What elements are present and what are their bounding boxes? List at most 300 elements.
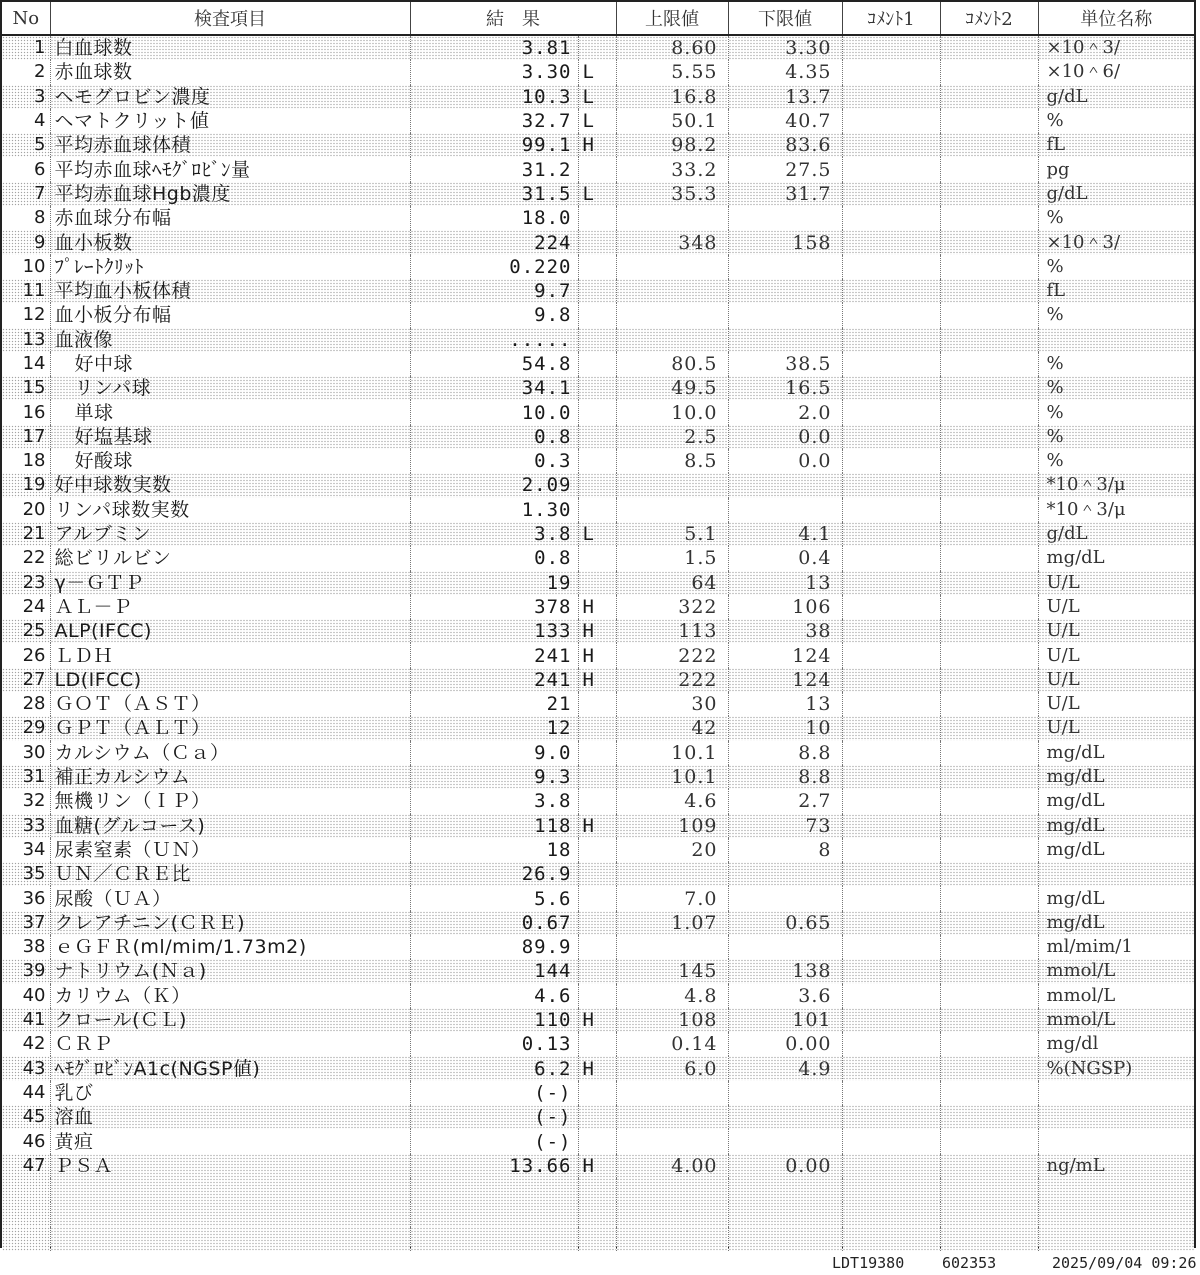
table-row bbox=[2, 400, 1194, 424]
header-upper: 上限値 bbox=[616, 2, 728, 35]
cell-lower: 101 bbox=[728, 1008, 842, 1032]
table-row bbox=[2, 862, 1194, 886]
cell-upper: 80.5 bbox=[616, 352, 728, 376]
cell-no: 18 bbox=[2, 449, 50, 473]
cell-no: 17 bbox=[2, 425, 50, 449]
cell-comment1 bbox=[842, 619, 940, 643]
cell-comment2 bbox=[940, 85, 1038, 109]
cell-no: 5 bbox=[2, 133, 50, 157]
cell-flag: L bbox=[578, 60, 616, 84]
cell-no: 23 bbox=[2, 571, 50, 595]
cell-comment1 bbox=[842, 1081, 940, 1105]
cell-lower: 0.0 bbox=[728, 425, 842, 449]
cell-no: 45 bbox=[2, 1105, 50, 1129]
cell-no: 41 bbox=[2, 1008, 50, 1032]
cell-comment1 bbox=[842, 230, 940, 254]
footer bbox=[0, 1252, 1200, 1274]
cell-lower: 83.6 bbox=[728, 133, 842, 157]
cell-lower bbox=[728, 255, 842, 279]
cell-lower: 3.6 bbox=[728, 984, 842, 1008]
cell-comment2 bbox=[940, 741, 1038, 765]
cell-result: 13.66 bbox=[410, 1154, 578, 1178]
cell-comment2 bbox=[940, 911, 1038, 935]
cell-result: 34.1 bbox=[410, 376, 578, 400]
cell-lower: 2.0 bbox=[728, 400, 842, 424]
table-row bbox=[2, 230, 1194, 254]
cell-item: ヘマトクリット値 bbox=[50, 109, 410, 133]
cell-flag bbox=[578, 473, 616, 497]
cell-flag bbox=[578, 1032, 616, 1056]
cell-lower: 10 bbox=[728, 716, 842, 740]
cell-comment2 bbox=[940, 619, 1038, 643]
cell-comment2 bbox=[940, 765, 1038, 789]
cell-comment1 bbox=[842, 886, 940, 910]
cell-flag bbox=[578, 449, 616, 473]
cell-item: ｅＧＦＲ(ml/mim/1.73m2) bbox=[50, 935, 410, 959]
cell-lower: 106 bbox=[728, 595, 842, 619]
cell-upper: 2.5 bbox=[616, 425, 728, 449]
cell-unit: % bbox=[1046, 304, 1064, 326]
cell-comment2 bbox=[940, 814, 1038, 838]
cell-flag bbox=[578, 279, 616, 303]
cell-lower: 4.9 bbox=[728, 1056, 842, 1080]
cell-comment1 bbox=[842, 1105, 940, 1129]
cell-upper: 222 bbox=[616, 668, 728, 692]
cell-lower: 40.7 bbox=[728, 109, 842, 133]
footer-datetime: 2025/09/04 09:26 bbox=[1052, 1254, 1197, 1272]
cell-no: 39 bbox=[2, 959, 50, 983]
cell-comment2 bbox=[940, 400, 1038, 424]
cell-comment2 bbox=[940, 255, 1038, 279]
cell-no: 12 bbox=[2, 303, 50, 327]
cell-no: 37 bbox=[2, 911, 50, 935]
cell-comment1 bbox=[842, 109, 940, 133]
table-row bbox=[2, 789, 1194, 813]
table-row bbox=[2, 643, 1194, 667]
cell-flag bbox=[578, 352, 616, 376]
cell-upper: 4.8 bbox=[616, 984, 728, 1008]
cell-result: ..... bbox=[410, 328, 578, 352]
cell-unit: *10＾3/μ bbox=[1046, 498, 1126, 520]
cell-flag bbox=[578, 255, 616, 279]
cell-comment1 bbox=[842, 279, 940, 303]
header-comment1: ｺﾒﾝﾄ1 bbox=[842, 2, 940, 35]
cell-result: 3.30 bbox=[410, 60, 578, 84]
cell-upper bbox=[616, 473, 728, 497]
cell-comment1 bbox=[842, 303, 940, 327]
cell-comment2 bbox=[940, 935, 1038, 959]
table-row bbox=[2, 959, 1194, 983]
cell-result: 6.2 bbox=[410, 1056, 578, 1080]
cell-flag bbox=[578, 157, 616, 181]
cell-lower bbox=[728, 206, 842, 230]
cell-result: 9.3 bbox=[410, 765, 578, 789]
cell-no: 1 bbox=[2, 35, 50, 60]
cell-result: 2.09 bbox=[410, 473, 578, 497]
cell-comment1 bbox=[842, 133, 940, 157]
cell-comment2 bbox=[940, 1056, 1038, 1080]
cell-no: 25 bbox=[2, 619, 50, 643]
cell-upper bbox=[616, 1129, 728, 1153]
cell-no: 10 bbox=[2, 255, 50, 279]
table-row bbox=[2, 328, 1194, 352]
cell-item: 血糖(グルコース) bbox=[50, 814, 410, 838]
cell-unit: ng/mL bbox=[1038, 1154, 1194, 1178]
cell-flag bbox=[578, 862, 616, 886]
cell-no: 29 bbox=[2, 716, 50, 740]
header-unit: 単位名称 bbox=[1038, 2, 1194, 35]
cell-no: 11 bbox=[2, 279, 50, 303]
cell-comment2 bbox=[940, 862, 1038, 886]
cell-upper: 10.1 bbox=[616, 765, 728, 789]
cell-item: 血小板分布幅 bbox=[50, 303, 410, 327]
cell-unit: mg/dL bbox=[1046, 790, 1105, 812]
cell-unit: ×10＾3/ bbox=[1038, 35, 1194, 60]
cell-item: 平均赤血球Hgb濃度 bbox=[50, 182, 410, 206]
cell-flag: H bbox=[578, 133, 616, 157]
blank-row bbox=[2, 1202, 1194, 1226]
cell-no: 26 bbox=[2, 643, 50, 667]
cell-comment2 bbox=[940, 643, 1038, 667]
cell-lower: 4.1 bbox=[728, 522, 842, 546]
table-row bbox=[2, 1105, 1194, 1129]
cell-unit: U/L bbox=[1046, 595, 1080, 617]
cell-upper: 145 bbox=[616, 959, 728, 983]
cell-unit bbox=[1038, 862, 1194, 886]
cell-no: 15 bbox=[2, 376, 50, 400]
cell-item: LD(IFCC) bbox=[50, 668, 410, 692]
cell-lower: 38.5 bbox=[728, 352, 842, 376]
table-row bbox=[2, 716, 1194, 740]
cell-comment1 bbox=[842, 546, 940, 570]
table-row bbox=[2, 571, 1194, 595]
cell-no: 33 bbox=[2, 814, 50, 838]
table-row bbox=[2, 425, 1194, 449]
cell-no: 30 bbox=[2, 741, 50, 765]
cell-comment2 bbox=[940, 1129, 1038, 1153]
cell-no: 9 bbox=[2, 230, 50, 254]
cell-flag bbox=[578, 546, 616, 570]
cell-no: 46 bbox=[2, 1129, 50, 1153]
cell-item: カルシウム（Ｃａ） bbox=[50, 741, 410, 765]
cell-lower bbox=[728, 935, 842, 959]
cell-result: 10.0 bbox=[410, 400, 578, 424]
cell-item: 平均赤血球体積 bbox=[50, 133, 410, 157]
header-comment2: ｺﾒﾝﾄ2 bbox=[940, 2, 1038, 35]
cell-upper: 322 bbox=[616, 595, 728, 619]
cell-lower: 13 bbox=[728, 571, 842, 595]
cell-upper: 8.5 bbox=[616, 449, 728, 473]
header-no: No bbox=[2, 2, 50, 35]
cell-result: 3.8 bbox=[410, 789, 578, 813]
table-row bbox=[2, 157, 1194, 181]
cell-result: (-) bbox=[410, 1105, 578, 1129]
cell-item: ＧＯＴ（ＡＳＴ） bbox=[50, 692, 410, 716]
cell-lower bbox=[728, 498, 842, 522]
cell-lower: 2.7 bbox=[728, 789, 842, 813]
table-row bbox=[2, 279, 1194, 303]
cell-item: 溶血 bbox=[50, 1105, 410, 1129]
cell-flag bbox=[578, 959, 616, 983]
cell-upper: 113 bbox=[616, 619, 728, 643]
cell-unit bbox=[1038, 328, 1194, 352]
cell-comment2 bbox=[940, 449, 1038, 473]
cell-upper: 8.60 bbox=[616, 35, 728, 60]
cell-upper: 42 bbox=[616, 716, 728, 740]
cell-unit: ×10＾6/ bbox=[1046, 61, 1121, 83]
cell-flag bbox=[578, 1105, 616, 1129]
cell-comment2 bbox=[940, 716, 1038, 740]
cell-upper bbox=[616, 206, 728, 230]
cell-comment1 bbox=[842, 741, 940, 765]
cell-unit: mg/dL bbox=[1038, 911, 1194, 935]
cell-no: 3 bbox=[2, 85, 50, 109]
cell-flag bbox=[578, 1081, 616, 1105]
cell-upper: 222 bbox=[616, 643, 728, 667]
table-row bbox=[2, 206, 1194, 230]
cell-flag bbox=[578, 886, 616, 910]
cell-result: 99.1 bbox=[410, 133, 578, 157]
cell-result: 89.9 bbox=[410, 935, 578, 959]
cell-upper: 35.3 bbox=[616, 182, 728, 206]
cell-comment1 bbox=[842, 376, 940, 400]
cell-result: (-) bbox=[410, 1129, 578, 1153]
cell-comment2 bbox=[940, 303, 1038, 327]
cell-comment2 bbox=[940, 1105, 1038, 1129]
table-row bbox=[2, 1008, 1194, 1032]
cell-no: 7 bbox=[2, 182, 50, 206]
cell-lower: 8.8 bbox=[728, 741, 842, 765]
table-row bbox=[2, 814, 1194, 838]
cell-comment2 bbox=[940, 789, 1038, 813]
cell-upper: 7.0 bbox=[616, 886, 728, 910]
cell-comment1 bbox=[842, 1008, 940, 1032]
cell-result: 19 bbox=[410, 571, 578, 595]
table-row bbox=[2, 668, 1194, 692]
cell-lower: 0.4 bbox=[728, 546, 842, 570]
cell-item: 赤血球数 bbox=[50, 60, 410, 84]
cell-flag: H bbox=[578, 814, 616, 838]
cell-unit: mg/dl bbox=[1046, 1033, 1099, 1055]
cell-unit: mg/dL bbox=[1038, 765, 1194, 789]
cell-comment2 bbox=[940, 959, 1038, 983]
header-result: 結 果 bbox=[410, 2, 616, 35]
cell-comment2 bbox=[940, 473, 1038, 497]
cell-comment2 bbox=[940, 498, 1038, 522]
cell-item: 補正カルシウム bbox=[50, 765, 410, 789]
table-row bbox=[2, 352, 1194, 376]
cell-no: 20 bbox=[2, 498, 50, 522]
cell-comment1 bbox=[842, 911, 940, 935]
table-row bbox=[2, 182, 1194, 206]
table-row bbox=[2, 449, 1194, 473]
cell-comment1 bbox=[842, 60, 940, 84]
cell-flag: L bbox=[578, 109, 616, 133]
cell-result: 144 bbox=[410, 959, 578, 983]
cell-unit bbox=[1038, 1105, 1194, 1129]
cell-comment2 bbox=[940, 1008, 1038, 1032]
cell-comment1 bbox=[842, 498, 940, 522]
cell-item: 単球 bbox=[50, 400, 410, 424]
cell-comment1 bbox=[842, 425, 940, 449]
cell-flag: H bbox=[578, 1154, 616, 1178]
cell-no: 42 bbox=[2, 1032, 50, 1056]
cell-comment2 bbox=[940, 328, 1038, 352]
cell-result: 241 bbox=[410, 668, 578, 692]
cell-comment2 bbox=[940, 60, 1038, 84]
cell-result: 12 bbox=[410, 716, 578, 740]
cell-upper: 98.2 bbox=[616, 133, 728, 157]
cell-flag bbox=[578, 35, 616, 60]
cell-result: 18 bbox=[410, 838, 578, 862]
cell-item: ﾌﾟﾚｰﾄｸﾘｯﾄ bbox=[50, 255, 410, 279]
cell-comment1 bbox=[842, 255, 940, 279]
cell-item: ヘモグロビン濃度 bbox=[50, 85, 410, 109]
cell-item: 無機リン（ＩＰ） bbox=[50, 789, 410, 813]
cell-flag bbox=[578, 838, 616, 862]
cell-unit: ml/mim/1 bbox=[1046, 936, 1133, 958]
cell-no: 38 bbox=[2, 935, 50, 959]
cell-comment1 bbox=[842, 1032, 940, 1056]
cell-lower: 138 bbox=[728, 959, 842, 983]
cell-comment2 bbox=[940, 546, 1038, 570]
cell-item: ナトリウム(Ｎａ) bbox=[50, 959, 410, 983]
table-row bbox=[2, 1081, 1194, 1105]
cell-no: 47 bbox=[2, 1154, 50, 1178]
cell-unit: U/L bbox=[1046, 644, 1080, 666]
table-row bbox=[2, 886, 1194, 910]
cell-upper: 1.07 bbox=[616, 911, 728, 935]
table-row bbox=[2, 1129, 1194, 1153]
table-row bbox=[2, 595, 1194, 619]
cell-flag bbox=[578, 206, 616, 230]
cell-unit: mmol/L bbox=[1038, 959, 1194, 983]
cell-no: 6 bbox=[2, 157, 50, 181]
cell-upper: 109 bbox=[616, 814, 728, 838]
cell-comment1 bbox=[842, 716, 940, 740]
cell-no: 40 bbox=[2, 984, 50, 1008]
cell-item: 尿酸（ＵＡ） bbox=[50, 886, 410, 910]
cell-comment2 bbox=[940, 522, 1038, 546]
cell-flag bbox=[578, 571, 616, 595]
cell-lower bbox=[728, 303, 842, 327]
cell-comment1 bbox=[842, 959, 940, 983]
cell-comment2 bbox=[940, 206, 1038, 230]
cell-no: 16 bbox=[2, 400, 50, 424]
cell-comment2 bbox=[940, 571, 1038, 595]
cell-comment2 bbox=[940, 352, 1038, 376]
cell-lower: 124 bbox=[728, 643, 842, 667]
cell-upper: 10.1 bbox=[616, 741, 728, 765]
cell-upper bbox=[616, 279, 728, 303]
cell-result: 118 bbox=[410, 814, 578, 838]
cell-lower: 124 bbox=[728, 668, 842, 692]
cell-upper bbox=[616, 1105, 728, 1129]
cell-no: 22 bbox=[2, 546, 50, 570]
cell-result: 26.9 bbox=[410, 862, 578, 886]
cell-flag bbox=[578, 400, 616, 424]
cell-upper: 4.6 bbox=[616, 789, 728, 813]
table-row bbox=[2, 60, 1194, 84]
header-item: 検査項目 bbox=[50, 2, 410, 35]
cell-comment1 bbox=[842, 643, 940, 667]
cell-upper: 16.8 bbox=[616, 85, 728, 109]
cell-no: 4 bbox=[2, 109, 50, 133]
cell-flag bbox=[578, 716, 616, 740]
table-row bbox=[2, 35, 1194, 60]
cell-flag bbox=[578, 376, 616, 400]
cell-lower bbox=[728, 1081, 842, 1105]
table-row bbox=[2, 1032, 1194, 1056]
cell-unit: % bbox=[1046, 450, 1064, 472]
cell-item: ＵＮ／ＣＲＥ比 bbox=[50, 862, 410, 886]
cell-unit: % bbox=[1046, 353, 1064, 374]
cell-no: 13 bbox=[2, 328, 50, 352]
cell-comment2 bbox=[940, 376, 1038, 400]
cell-comment1 bbox=[842, 400, 940, 424]
cell-result: 54.8 bbox=[410, 352, 578, 376]
cell-comment1 bbox=[842, 473, 940, 497]
cell-no: 43 bbox=[2, 1056, 50, 1080]
cell-upper: 4.00 bbox=[616, 1154, 728, 1178]
cell-upper bbox=[616, 303, 728, 327]
cell-lower: 38 bbox=[728, 619, 842, 643]
cell-flag: H bbox=[578, 1056, 616, 1080]
cell-comment1 bbox=[842, 1154, 940, 1178]
cell-lower: 16.5 bbox=[728, 376, 842, 400]
cell-comment1 bbox=[842, 571, 940, 595]
table-row bbox=[2, 1056, 1194, 1080]
cell-lower bbox=[728, 1105, 842, 1129]
cell-flag: H bbox=[578, 1008, 616, 1032]
table-row bbox=[2, 473, 1194, 497]
cell-flag: H bbox=[578, 668, 616, 692]
cell-flag bbox=[578, 303, 616, 327]
cell-no: 34 bbox=[2, 838, 50, 862]
cell-flag bbox=[578, 692, 616, 716]
cell-unit bbox=[1038, 1081, 1194, 1105]
cell-upper bbox=[616, 935, 728, 959]
cell-result: 9.0 bbox=[410, 741, 578, 765]
cell-flag: L bbox=[578, 85, 616, 109]
cell-lower: 13.7 bbox=[728, 85, 842, 109]
table-row bbox=[2, 376, 1194, 400]
cell-comment1 bbox=[842, 862, 940, 886]
cell-item: 乳び bbox=[50, 1081, 410, 1105]
cell-no: 32 bbox=[2, 789, 50, 813]
table-row bbox=[2, 911, 1194, 935]
cell-comment1 bbox=[842, 595, 940, 619]
cell-comment1 bbox=[842, 522, 940, 546]
cell-flag bbox=[578, 984, 616, 1008]
footer-id: 602353 bbox=[942, 1254, 997, 1272]
cell-result: 0.8 bbox=[410, 425, 578, 449]
cell-unit: U/L bbox=[1038, 571, 1194, 595]
cell-no: 28 bbox=[2, 692, 50, 716]
cell-upper: 49.5 bbox=[616, 376, 728, 400]
cell-comment1 bbox=[842, 1056, 940, 1080]
cell-unit: mg/dL bbox=[1046, 887, 1105, 909]
cell-unit: mmol/L bbox=[1038, 1008, 1194, 1032]
table-row bbox=[2, 133, 1194, 157]
cell-item: 好塩基球 bbox=[50, 425, 410, 449]
cell-comment1 bbox=[842, 984, 940, 1008]
cell-flag bbox=[578, 328, 616, 352]
cell-result: 31.2 bbox=[410, 157, 578, 181]
cell-item: クロール(ＣＬ) bbox=[50, 1008, 410, 1032]
cell-result: 110 bbox=[410, 1008, 578, 1032]
cell-lower bbox=[728, 473, 842, 497]
